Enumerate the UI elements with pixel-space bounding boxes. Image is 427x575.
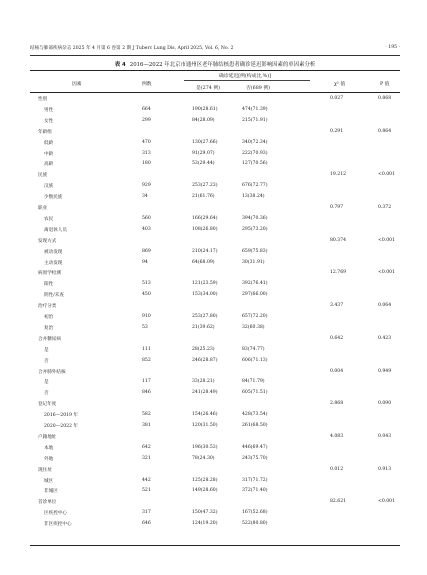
- cell-cases: 321: [142, 455, 151, 461]
- cell-factor: 被动发现: [44, 249, 63, 255]
- cell-delay-no: 676(72.77): [242, 183, 268, 189]
- cell-factor: 病原学检测: [38, 271, 61, 277]
- cell-factor: 低龄: [44, 140, 54, 146]
- cell-factor: 年龄组: [38, 129, 52, 135]
- cell-factor: 复治: [44, 325, 54, 331]
- table-row: [30, 345, 400, 355]
- cell-delay-yes: 125(28.28): [192, 477, 218, 483]
- cell-p-value: 0.090: [378, 401, 392, 407]
- cell-factor: 初治: [44, 315, 54, 320]
- cell-factor: 非区疾控中心: [44, 522, 72, 528]
- cell-p-value: 0.043: [378, 433, 392, 439]
- cell-factor: 阴性/未查: [44, 293, 64, 299]
- cell-delay-no: 372(71.40): [242, 488, 268, 494]
- cell-chi-square: 0.004: [330, 368, 344, 374]
- cell-chi-square: 12.769: [330, 270, 347, 276]
- cell-delay-no: 297(66.00): [242, 292, 268, 298]
- cell-factor: 2020—2022 年: [44, 424, 79, 429]
- cell-delay-yes: 21(39.62): [192, 324, 215, 330]
- cell-delay-yes: 53(29.44): [192, 161, 215, 167]
- cell-cases: 442: [142, 477, 151, 483]
- cell-delay-yes: 153(34.00): [192, 292, 218, 298]
- cell-cases: 869: [142, 248, 151, 254]
- header-divider: [30, 55, 400, 56]
- table-row-group: [30, 399, 400, 409]
- cell-delay-yes: 210(24.17): [192, 248, 218, 254]
- cell-delay-yes: 196(30.53): [192, 444, 218, 450]
- cell-delay-yes: 166(29.64): [192, 215, 218, 221]
- table-row: [30, 159, 400, 169]
- cell-factor: 男性: [44, 107, 54, 113]
- cell-delay-no: 428(73.54): [242, 412, 268, 418]
- table-row: [30, 486, 400, 496]
- cell-p-value: 0.913: [378, 466, 392, 472]
- table-row-group: [30, 236, 400, 246]
- delay-group-rule: [184, 80, 310, 81]
- cell-delay-yes: 149(28.60): [192, 488, 218, 494]
- cell-factor: 民族: [38, 173, 48, 179]
- cell-cases: 582: [142, 412, 151, 418]
- cell-factor: 高龄: [44, 162, 54, 168]
- table-label: 表 4: [114, 62, 126, 68]
- table-row: [30, 312, 400, 322]
- cell-delay-yes: 33(28.21): [192, 379, 215, 385]
- cell-factor: 农民: [44, 216, 54, 222]
- cell-cases: 910: [142, 314, 151, 319]
- table-row-group: [30, 301, 400, 311]
- cell-delay-no: 606(71.13): [242, 357, 268, 363]
- cell-delay-yes: 246(28.87): [192, 357, 218, 363]
- cell-factor: 首诊单位: [38, 500, 57, 506]
- cell-delay-yes: 91(29.07): [192, 150, 215, 156]
- cell-delay-no: 261(68.50): [242, 423, 268, 428]
- cell-chi-square: 3.437: [330, 303, 344, 309]
- cell-factor: 否: [44, 358, 49, 364]
- cell-chi-square: 0.012: [330, 466, 344, 472]
- table-caption: [30, 60, 400, 68]
- cell-delay-no: 394(70.36): [242, 215, 268, 221]
- table-row: [30, 258, 400, 268]
- table-row: [30, 181, 400, 191]
- cell-factor: 离退休人员: [44, 227, 67, 233]
- cell-chi-square: 0.642: [330, 335, 344, 341]
- cell-delay-yes: 108(26.80): [192, 226, 218, 232]
- cell-chi-square: 80.374: [330, 237, 347, 243]
- cell-delay-no: 127(70.56): [242, 161, 268, 167]
- cell-factor: 主动发现: [44, 260, 63, 266]
- col-header-no: 否(689 例): [246, 86, 271, 91]
- cell-factor: 少数民族: [44, 195, 63, 201]
- cell-cases: 299: [142, 117, 151, 123]
- cell-cases: 852: [142, 357, 151, 363]
- cell-cases: 34: [142, 194, 148, 200]
- cell-delay-yes: 190(28.61): [192, 106, 218, 112]
- cell-factor: 外地: [44, 456, 54, 462]
- cell-chi-square: 0.291: [330, 128, 344, 134]
- cell-cases: 94: [142, 259, 148, 265]
- cell-cases: 470: [142, 139, 151, 145]
- table-row-group: [30, 432, 400, 442]
- cell-delay-no: 474(71.39): [242, 106, 268, 112]
- cell-factor: 发现方式: [38, 238, 57, 244]
- table-row-group: [30, 334, 400, 344]
- cell-factor: 城区: [44, 478, 54, 484]
- table-row: [30, 443, 400, 453]
- cell-factor: 户籍地址: [38, 434, 57, 440]
- cell-factor: 治疗分类: [38, 304, 57, 310]
- cell-p-value: <0.001: [378, 499, 396, 505]
- cell-p-value: <0.001: [378, 237, 396, 243]
- table-row: [30, 116, 400, 126]
- running-header: [30, 42, 400, 54]
- cell-p-value: 0.864: [378, 128, 392, 134]
- cell-delay-yes: 28(25.23): [192, 346, 215, 352]
- table-row-group: [30, 203, 400, 213]
- cell-delay-no: 13(38.24): [242, 194, 265, 200]
- cell-delay-no: 84(71.79): [242, 379, 265, 385]
- cell-factor: 登记年度: [38, 402, 57, 408]
- table-row-group: [30, 268, 400, 278]
- cell-delay-no: 243(75.70): [242, 455, 268, 461]
- cell-delay-no: 446(69.47): [242, 444, 268, 450]
- cell-delay-yes: 121(23.59): [192, 281, 218, 287]
- cell-delay-yes: 130(27.66): [192, 139, 218, 145]
- cell-delay-yes: 84(28.09): [192, 117, 215, 123]
- table-top-rule: [30, 70, 400, 71]
- cell-delay-no: 83(74.77): [242, 346, 265, 352]
- table-row: [30, 388, 400, 398]
- cell-p-value: 0.372: [378, 205, 392, 210]
- cell-cases: 450: [142, 292, 151, 298]
- table-row: [30, 421, 400, 431]
- cell-delay-yes: 78(24.30): [192, 455, 215, 461]
- cell-delay-no: 657(72.20): [242, 314, 268, 319]
- cell-cases: 111: [142, 346, 151, 352]
- cell-factor: 否: [44, 391, 49, 397]
- cell-delay-no: 222(70.93): [242, 150, 268, 156]
- col-header-cases: 例数: [142, 82, 152, 87]
- cell-delay-no: 295(73.20): [242, 226, 268, 232]
- cell-delay-yes: 253(27.80): [192, 314, 218, 319]
- cell-factor: 性别: [38, 97, 48, 102]
- cell-chi-square: 0.797: [330, 205, 344, 210]
- cell-delay-no: 392(76.41): [242, 281, 268, 287]
- cell-delay-no: 32(60.38): [242, 324, 265, 330]
- cell-chi-square: 19.212: [330, 172, 347, 178]
- journal-citation: 结核与肺部疾病杂志 2025 年 4 月第 6 卷第 2 期 J Tuberc Lung Dis, April 2025, Vol. 6, No. 2: [30, 46, 234, 51]
- cell-delay-yes: 21(61.76): [192, 194, 215, 200]
- table-row: [30, 105, 400, 115]
- table-row: [30, 454, 400, 464]
- cell-cases: 117: [142, 379, 151, 385]
- cell-delay-no: 215(71.91): [242, 117, 268, 123]
- cell-factor: 本地: [44, 445, 54, 451]
- table-row: [30, 247, 400, 257]
- table-row-group: [30, 367, 400, 377]
- cell-delay-no: 522(80.80): [242, 521, 268, 527]
- cell-delay-no: 30(31.91): [242, 259, 265, 265]
- cell-factor: 阳性: [44, 282, 54, 288]
- cell-factor: 区疾控中心: [44, 511, 67, 517]
- cell-delay-yes: 120(31.50): [192, 423, 218, 428]
- table-header-rule: [30, 92, 400, 93]
- cell-cases: 403: [142, 226, 151, 232]
- col-header-delay-group: 确诊延迟[例(构成比,%)]: [219, 74, 271, 79]
- page-number: · 195 ·: [385, 45, 400, 50]
- table-row: [30, 225, 400, 235]
- table-row: [30, 290, 400, 300]
- cell-factor: 女性: [44, 118, 54, 124]
- cell-cases: 521: [142, 488, 151, 494]
- cell-delay-no: 317(71.72): [242, 477, 268, 483]
- cell-cases: 646: [142, 521, 151, 527]
- cell-factor: 是: [44, 347, 49, 353]
- cell-factor: 非城区: [44, 489, 58, 495]
- cell-cases: 664: [142, 106, 151, 112]
- col-header-factor: 因素: [72, 82, 82, 87]
- cell-delay-yes: 241(28.49): [192, 390, 218, 396]
- cell-chi-square: 4.083: [330, 433, 344, 439]
- table-row-group: [30, 170, 400, 180]
- table-row: [30, 356, 400, 366]
- cell-delay-yes: 154(26.46): [192, 412, 218, 418]
- table-row: [30, 279, 400, 289]
- table-row: [30, 508, 400, 518]
- cell-delay-no: 659(75.83): [242, 248, 268, 254]
- cell-p-value: 0.064: [378, 303, 392, 309]
- cell-p-value: 0.949: [378, 368, 392, 374]
- cell-delay-no: 167(52.68): [242, 510, 268, 516]
- col-header-chi-square: χ² 值: [334, 82, 346, 87]
- table-title: 2016—2022 年北京市通州区老年肺结核患者确诊延迟影响因素的单因素分析: [129, 62, 316, 68]
- cell-p-value: <0.001: [378, 270, 396, 276]
- cell-p-value: 0.868: [378, 96, 392, 101]
- table-row: [30, 192, 400, 202]
- cell-delay-no: 605(71.51): [242, 390, 268, 396]
- table-row: [30, 410, 400, 420]
- cell-factor: 2016—2019 年: [44, 413, 79, 419]
- cell-cases: 560: [142, 215, 151, 221]
- cell-delay-no: 340(72.34): [242, 139, 268, 145]
- table-row: [30, 214, 400, 224]
- cell-chi-square: 82.621: [330, 499, 347, 505]
- cell-cases: 317: [142, 510, 151, 516]
- cell-factor: 现住址: [38, 467, 52, 473]
- cell-cases: 929: [142, 183, 151, 189]
- cell-delay-yes: 253(27.23): [192, 183, 218, 189]
- cell-chi-square: 2.868: [330, 401, 344, 407]
- cell-factor: 汉族: [44, 184, 54, 190]
- table-row: [30, 377, 400, 387]
- table-row-group: [30, 94, 400, 104]
- table-row: [30, 323, 400, 333]
- cell-cases: 846: [142, 390, 151, 396]
- cell-cases: 313: [142, 150, 151, 156]
- table-row-group: [30, 497, 400, 507]
- cell-p-value: <0.001: [378, 172, 396, 178]
- cell-chi-square: 0.027: [330, 96, 344, 101]
- cell-factor: 职业: [38, 206, 48, 211]
- table-row-group: [30, 465, 400, 475]
- table-row: [30, 476, 400, 486]
- cell-delay-yes: 124(19.20): [192, 521, 218, 527]
- cell-factor: 合并肺外结核: [38, 369, 66, 375]
- cell-cases: 381: [142, 423, 151, 428]
- cell-cases: 53: [142, 324, 148, 330]
- table-row-group: [30, 127, 400, 137]
- cell-cases: 180: [142, 161, 151, 167]
- cell-cases: 642: [142, 444, 151, 450]
- cell-delay-yes: 64(68.09): [192, 259, 215, 265]
- col-header-yes: 是(274 例): [196, 86, 221, 91]
- cell-delay-yes: 150(47.32): [192, 510, 218, 516]
- table-row: [30, 138, 400, 148]
- table-row: [30, 519, 400, 529]
- cell-p-value: 0.423: [378, 335, 392, 341]
- table-row: [30, 149, 400, 159]
- col-header-p-value: P 值: [380, 82, 390, 87]
- table-bottom-rule: [30, 545, 400, 546]
- cell-factor: 是: [44, 380, 49, 386]
- cell-factor: 合并糖尿病: [38, 336, 61, 342]
- cell-cases: 513: [142, 281, 151, 287]
- cell-factor: 中龄: [44, 151, 54, 157]
